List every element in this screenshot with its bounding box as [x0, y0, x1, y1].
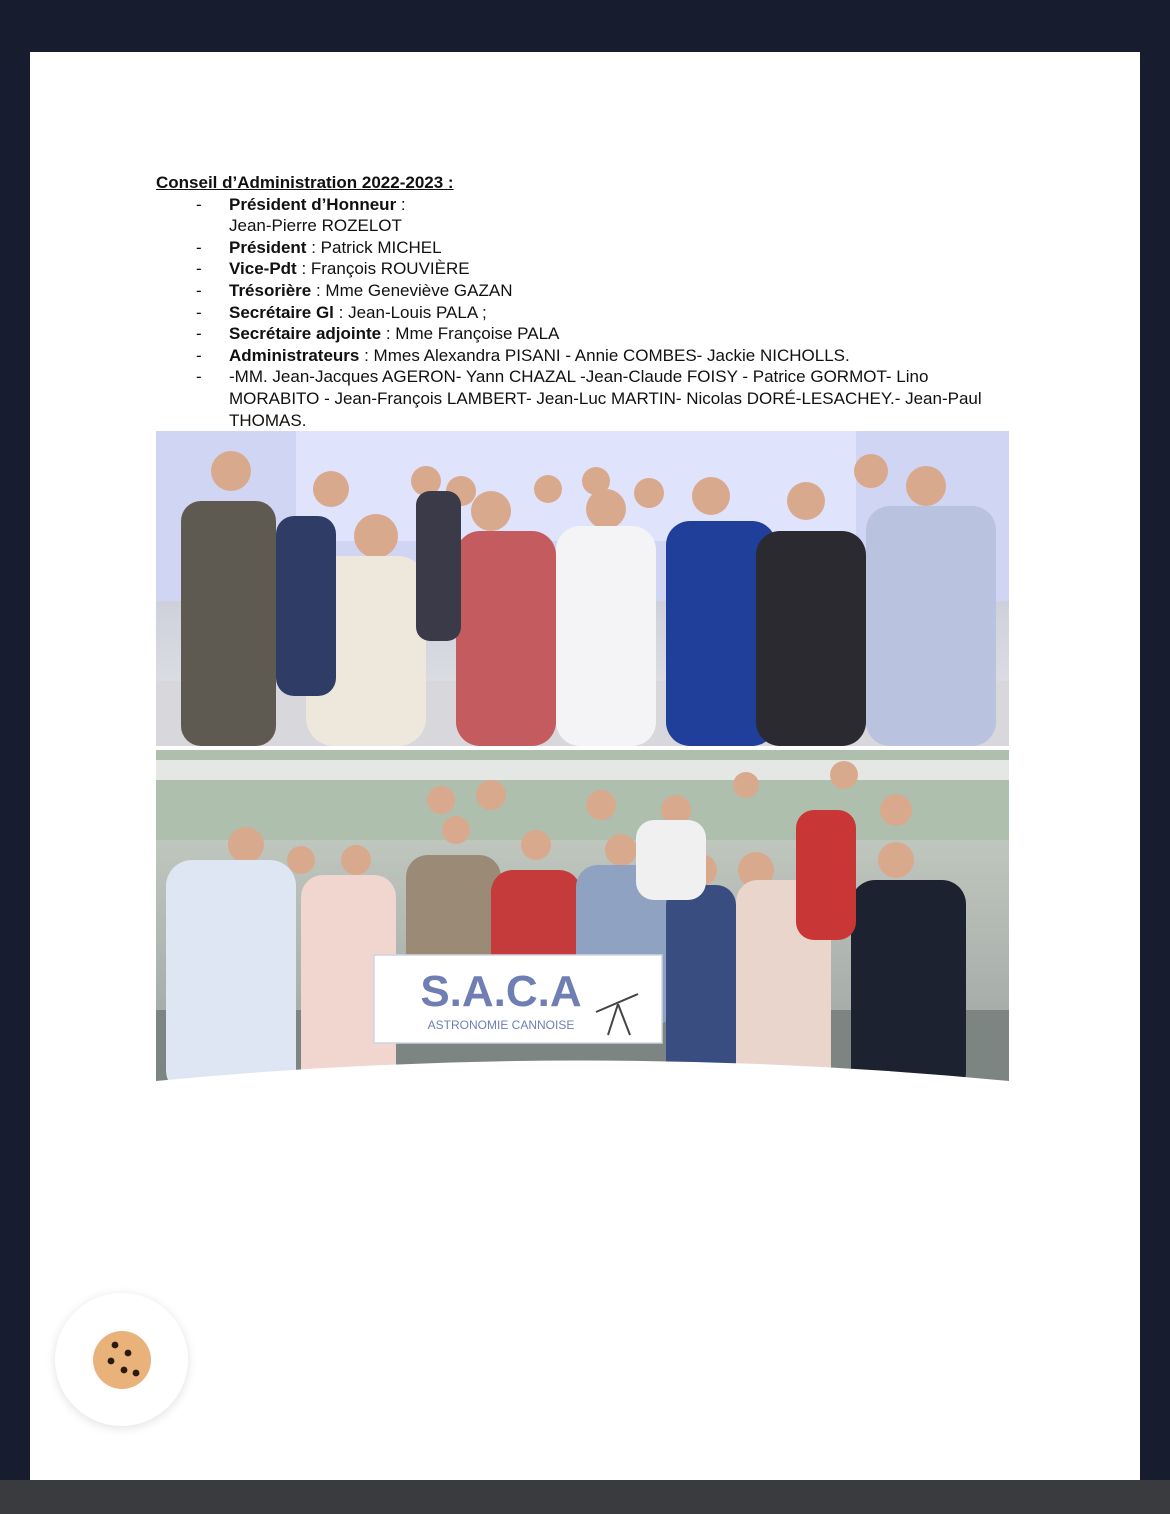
cookie-settings-button[interactable]	[55, 1293, 188, 1426]
board-heading: Conseil d’Administration 2022-2023 :	[156, 173, 454, 192]
member-separator: :	[306, 237, 321, 257]
cookie-icon	[91, 1329, 153, 1391]
list-dash: -	[196, 259, 202, 279]
board-member-item	[156, 345, 1016, 367]
board-member-item	[156, 194, 1016, 216]
member-name: Mme Geneviève GAZAN	[325, 280, 513, 300]
document-text	[156, 172, 1016, 431]
board-member-item	[156, 323, 1016, 345]
board-member-list	[156, 194, 1016, 432]
member-separator: :	[311, 280, 326, 300]
list-dash: -	[196, 345, 202, 365]
list-dash: -	[196, 302, 202, 322]
member-name: Jean-Louis PALA ;	[348, 302, 487, 322]
list-dash: -	[196, 280, 202, 300]
member-name: Mme Françoise PALA	[395, 324, 560, 344]
member-role: Secrétaire adjointe	[229, 324, 382, 344]
list-dash: -	[196, 237, 202, 257]
group-photo-outdoor	[156, 750, 1009, 1096]
list-dash: -	[196, 367, 202, 387]
board-member-item	[156, 258, 1016, 280]
member-separator: :	[333, 302, 349, 322]
member-separator: :	[359, 345, 374, 365]
member-name: Jean-Pierre ROZELOT	[229, 216, 402, 236]
member-name: François ROUVIÈRE	[310, 259, 470, 279]
member-role: Président	[229, 237, 307, 257]
banner-title: S.A.C.A	[420, 967, 582, 1016]
list-dash: -	[196, 194, 202, 214]
board-member-item	[156, 302, 1016, 324]
group-photo-indoor-illustration	[156, 431, 1009, 746]
member-name: -MM. Jean-Jacques AGERON- Yann CHAZAL -Jean-Claude FOISY - Patrice GORMOT- Lino MORABITO - Jean-François LAMBERT- Jean-Luc MARTIN- Nicolas DORÉ-LESACHEY.- Jean-Paul THOMAS.	[229, 367, 982, 430]
board-member-item	[156, 280, 1016, 302]
member-separator: :	[381, 324, 396, 344]
member-role: Secrétaire Gl	[229, 302, 334, 322]
member-role: Vice-Pdt	[229, 259, 297, 279]
member-name: Mmes Alexandra PISANI - Annie COMBES- Jackie NICHOLLS.	[373, 345, 850, 365]
bottom-toolbar	[0, 1480, 1170, 1514]
group-photo-indoor	[156, 431, 1009, 746]
list-dash: -	[196, 324, 202, 344]
board-member-item	[156, 215, 1016, 237]
member-separator: :	[296, 259, 311, 279]
group-photo-outdoor-illustration	[156, 750, 1009, 1096]
banner-subtitle: ASTRONOMIE CANNOISE	[427, 1018, 575, 1032]
member-separator: :	[396, 194, 406, 214]
board-member-item	[156, 237, 1016, 259]
board-member-item	[156, 366, 1016, 431]
member-role: Président d’Honneur	[229, 194, 397, 214]
member-name: Patrick MICHEL	[320, 237, 442, 257]
member-role: Trésorière	[229, 280, 312, 300]
member-role: Administrateurs	[229, 345, 360, 365]
